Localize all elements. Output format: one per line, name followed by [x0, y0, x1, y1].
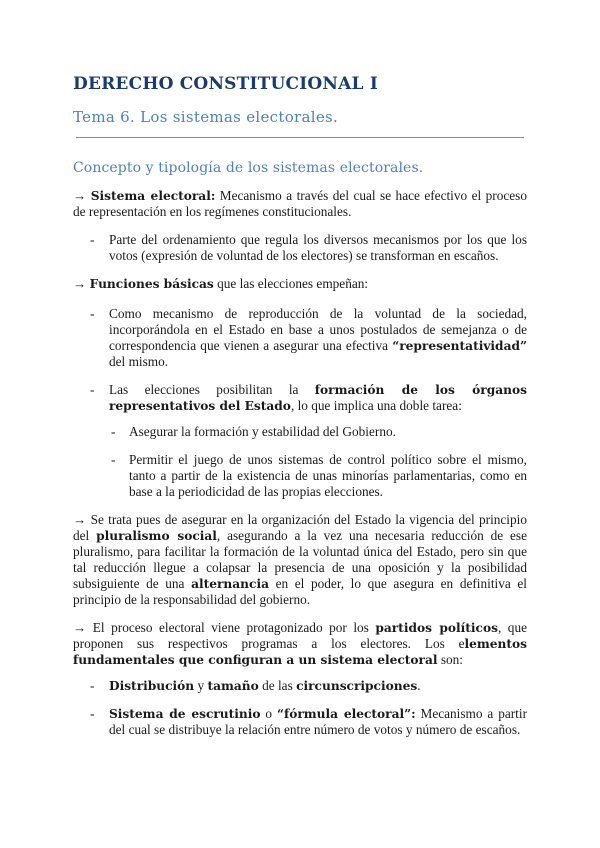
paragraph-text: en el poder, lo que asegura en definitiva el principio de la responsabilidad del gobierno.	[73, 576, 527, 607]
list-item	[73, 706, 527, 738]
arrow-icon: →	[73, 276, 87, 291]
list-item	[73, 306, 527, 370]
sublist-tareas	[73, 424, 527, 500]
term-funciones-basicas: Funciones básicas	[89, 277, 214, 291]
sublist-item	[73, 452, 527, 500]
list-item	[73, 232, 527, 264]
definition-text: Mecanismo a través del cual se hace efectivo el proceso de representación en los regímenes constitucionales.	[73, 188, 527, 219]
list-item-text: .	[417, 678, 421, 693]
dash-bullet: -	[90, 306, 95, 321]
term-elementos-fundamentales: lementos fundamentales que configuran a un sistema electoral	[73, 637, 527, 667]
list-item-text: y	[194, 678, 208, 693]
paragraph-text: , que proponen sus respectivos programas a los electores. Los e	[73, 620, 527, 651]
paragraph-text: Se trata pues de asegurar en la organización del Estado la vigencia del principio del	[73, 512, 527, 543]
document-subtitle: Tema 6. Los sistemas electorales.	[73, 108, 339, 126]
dash-bullet: -	[111, 424, 116, 439]
title-divider	[76, 137, 524, 138]
dash-bullet: -	[111, 452, 116, 467]
sublist-item-text: Permitir el juego de unos sistemas de control político sobre el mismo, tanto a partir de la existencia de unas minorías parlamentarias, como en base a la periodicidad de las propias elecciones.	[129, 452, 527, 499]
list-sistema-electoral	[73, 232, 527, 264]
section-heading: Concepto y tipología de los sistemas electorales.	[73, 160, 424, 176]
paragraph-pluralismo	[73, 512, 527, 608]
list-item	[73, 382, 527, 414]
sublist-item-text: Asegurar la formación y estabilidad del Gobierno.	[129, 424, 396, 439]
dash-bullet: -	[90, 232, 95, 247]
dash-bullet: -	[90, 382, 95, 397]
list-item-text: Parte del ordenamiento que regula los diversos mecanismos por los que los votos (expresión de voluntad de los electores) se transforman en escaños.	[109, 232, 527, 263]
term-pluralismo-social: pluralismo social	[96, 529, 217, 543]
term-sistema-electoral: Sistema electoral:	[90, 189, 216, 203]
sublist-item	[73, 424, 527, 440]
term-distribucion: Distribución	[109, 679, 195, 693]
paragraph-text: son:	[437, 652, 464, 667]
list-item-text: del mismo.	[109, 354, 169, 369]
term-sistema-escrutinio: Sistema de escrutinio	[109, 707, 261, 721]
document-title: DERECHO CONSTITUCIONAL I	[73, 74, 378, 94]
term-partidos-politicos: partidos políticos	[375, 621, 498, 635]
paragraph-sistema-electoral	[73, 188, 527, 220]
arrow-icon: →	[73, 620, 87, 635]
paragraph-funciones	[73, 276, 527, 292]
paragraph-text: El proceso electoral viene protagonizado por los	[86, 620, 376, 635]
list-elementos	[73, 678, 527, 738]
list-item-text: de las	[258, 678, 297, 693]
term-representatividad: “representatividad”	[392, 339, 527, 353]
term-alternancia: alternancia	[191, 577, 269, 591]
paragraph-text: que las elecciones empeñan:	[213, 276, 369, 291]
arrow-icon: →	[73, 188, 87, 203]
arrow-icon: →	[73, 512, 87, 527]
paragraph-text: , asegurando a la vez una necesaria reducción de ese pluralismo, para facilitar la formación de la voluntad única del Estado, pero sin que tal reducción llegue a colapsar la presencia de una oposición y la posibilidad subsiguiente de una	[73, 528, 527, 591]
paragraph-proceso-electoral	[73, 620, 527, 668]
list-item	[73, 678, 527, 694]
list-item-text: Como mecanismo de reproducción de la voluntad de la sociedad, incorporándola en el Estado en base a unos postulados de semejanza o de correspondencia que vienen a asegurar una efectiva	[109, 306, 527, 353]
term-circunscripciones: circunscripciones	[296, 679, 418, 693]
list-item-text: , lo que implica una doble tarea:	[290, 398, 462, 413]
list-item-text: Mecanismo a partir del cual se distribuye la relación entre número de votos y número de escaños.	[109, 706, 527, 737]
term-tamano: tamaño	[207, 679, 259, 693]
list-item-text: o	[260, 706, 277, 721]
list-item-text: Las elecciones posibilitan la	[109, 382, 315, 397]
term-formacion-organos: formación de los órganos representativos del Estado	[109, 383, 527, 413]
term-formula-electoral: “fórmula electoral”:	[276, 707, 416, 721]
dash-bullet: -	[90, 706, 95, 721]
list-funciones	[73, 306, 527, 414]
dash-bullet: -	[90, 678, 95, 693]
